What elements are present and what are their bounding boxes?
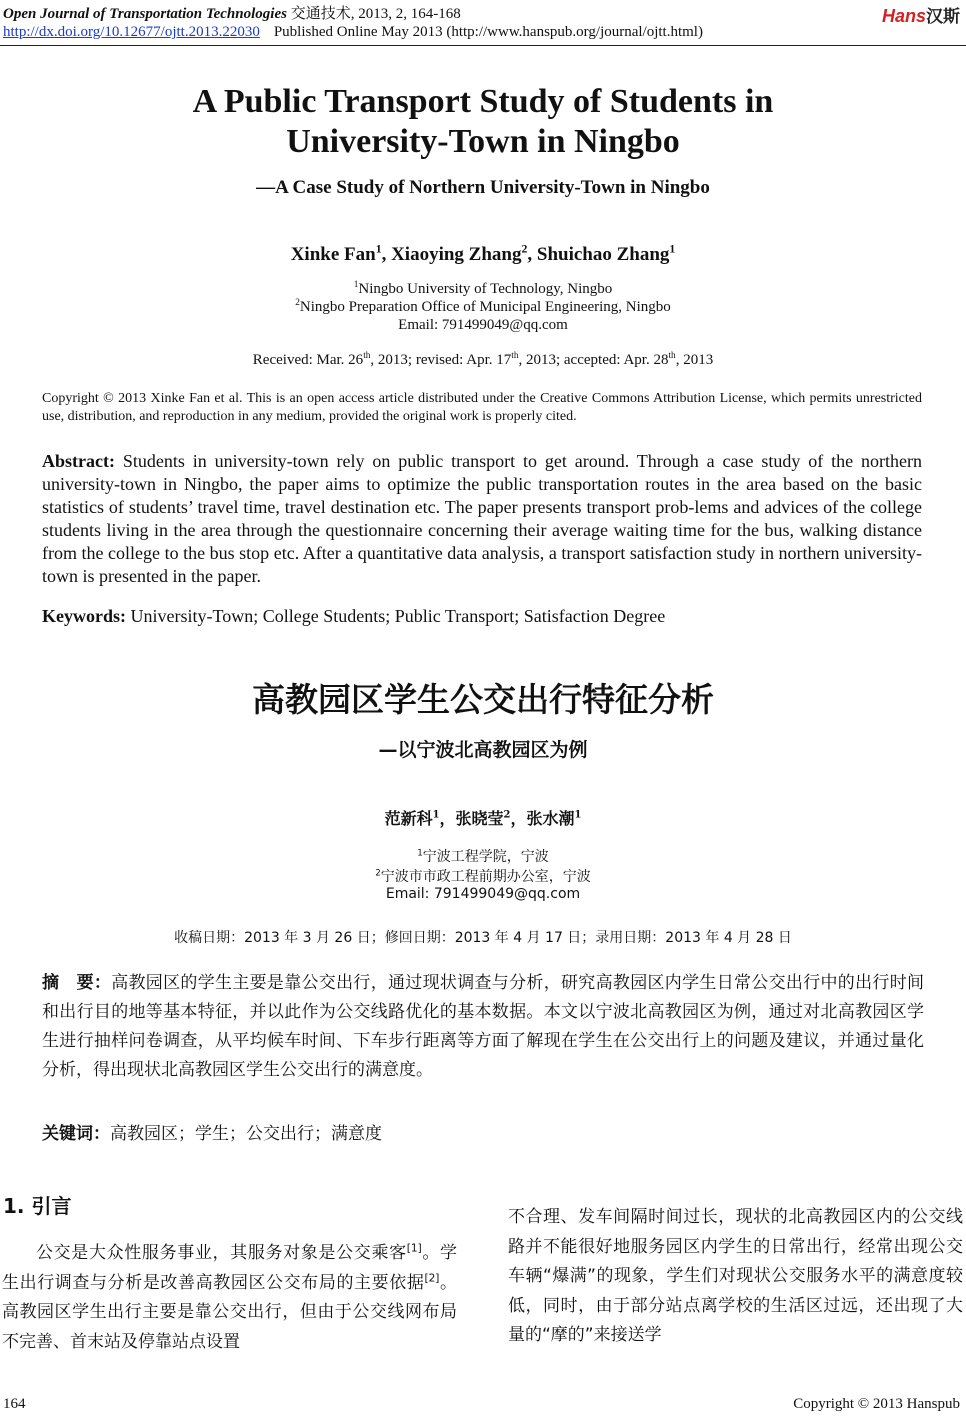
affiliation-cn-2 xyxy=(0,866,966,886)
affiliation-cn-1 xyxy=(0,846,966,866)
abstract-label: Abstract: xyxy=(42,451,115,471)
aff-sup: 2 xyxy=(375,868,381,879)
title-line-1: A Public Transport Study of Students in xyxy=(192,83,774,120)
body-text: 。高教园区学生出行主要是靠公交出行，但由于公交线网布局不完善、首末站及停靠站点设置 xyxy=(2,1272,458,1352)
revised-date: , 2013; revised: Apr. 17 xyxy=(370,352,512,368)
aff-sup: 1 xyxy=(353,280,359,290)
author-sep: ， xyxy=(510,809,527,828)
author-sup: 1 xyxy=(432,809,440,821)
email-cn: Email: 791499049@qq.com xyxy=(385,886,581,902)
paper-title-cn: 高教园区学生公交出行特征分析 xyxy=(252,680,714,719)
date-sup: th xyxy=(363,351,371,361)
author-sup: 1 xyxy=(574,809,582,821)
author-sup: 1 xyxy=(375,242,382,256)
author-name: Xinke Fan xyxy=(290,244,376,265)
keywords-text-cn: 高教园区；学生；公交出行；满意度 xyxy=(110,1124,382,1144)
publisher-logo xyxy=(882,2,960,27)
aff-sup: 2 xyxy=(295,298,300,308)
received-date: Received: Mar. 26 xyxy=(252,352,364,368)
citation-ref[interactable]: [2] xyxy=(424,1271,440,1284)
aff-text: 宁波工程学院，宁波 xyxy=(422,849,549,865)
abstract-cn xyxy=(42,969,924,1085)
journal-header xyxy=(3,2,461,23)
body-column-right: 不合理、发车间隔时间过长，现状的北高教园区内的公交线路并不能很好地服务园区内学生的日常出行，经常出现公交车辆“爆满”的现象，学生们对现状公交服务水平的满意度较低，同时，由于部分站点离学校的生活区过远，还出现了大量的“摩的”来接送学 xyxy=(508,1207,963,1345)
aff-sup: 1 xyxy=(417,848,423,859)
abstract-en xyxy=(42,450,922,588)
author-sup: 1 xyxy=(669,242,676,256)
author-sup: 2 xyxy=(503,809,511,821)
author-sep: ， xyxy=(439,809,456,828)
published-online: Published Online May 2013 (http://www.hanspub.org/journal/ojtt.html) xyxy=(273,24,703,40)
author-sep: , xyxy=(381,244,392,265)
email-en: Email: 791499049@qq.com xyxy=(398,317,568,333)
author-name: 范新科 xyxy=(384,809,433,828)
aff-text: Ningbo University of Technology, Ningbo xyxy=(358,281,613,297)
abstract-text: Students in university-town rely on public transport to get around. Through a case study of the northern university-town in Ningbo, the paper aims to optimize the public transportation routes in the area based on the basic statistics of students’ travel time, travel destination etc. The paper presents transport prob-lems and advices of the college students living in the area through the questionnaire concerning their average waiting time for the bus, walking distance from the college to the bus stop etc. After a quantitative data analysis, a transport satisfaction study in northern university-town is presented in the paper. xyxy=(42,451,922,586)
section-heading-introduction: 1. 引言 xyxy=(3,1194,72,1218)
date-suffix: , 2013 xyxy=(675,352,714,368)
date-sup: th xyxy=(511,351,519,361)
keywords-label: Keywords: xyxy=(42,606,126,626)
keywords-en xyxy=(42,606,922,627)
keywords-cn xyxy=(42,1119,922,1144)
authors-en xyxy=(0,244,966,266)
aff-text: 宁波市市政工程前期办公室，宁波 xyxy=(380,869,591,885)
journal-name-cn: 交通技术, 2013, 2, 164-168 xyxy=(286,6,461,22)
author-sep: , xyxy=(527,244,537,265)
keywords-text: University-Town; College Students; Public Transport; Satisfaction Degree xyxy=(126,606,666,626)
body-text: 。学生出行调查与分析是改善高教园区公交布局的主要依据 xyxy=(2,1243,458,1293)
date-sup: th xyxy=(668,351,676,361)
dates-en xyxy=(0,352,966,369)
author-name: Xiaoying Zhang xyxy=(391,244,522,265)
author-sup: 2 xyxy=(521,242,528,256)
accepted-date: , 2013; accepted: Apr. 28 xyxy=(518,352,669,368)
logo-cn: 汉斯 xyxy=(926,7,960,26)
page-number: 164 xyxy=(3,1396,26,1412)
paper-title-en xyxy=(0,82,966,162)
abstract-text-cn: 高教园区的学生主要是靠公交出行，通过现状调查与分析，研究高教园区内学生日常公交出行中的出行时间和出行目的地等基本特征，并以此作为公交线路优化的基本数据。本文以宁波北高教园区为例，通过对北高教园区学生进行抽样问卷调查，从平均候车时间、下车步行距离等方面了解现在学生在公交出行上的问题及建议，并通过量化分析，得出现状北高教园区学生公交出行的满意度。 xyxy=(42,973,925,1080)
body-column-left xyxy=(2,1239,457,1357)
paper-subtitle-cn: —以宁波北高教园区为例 xyxy=(378,739,588,761)
affiliation-en-2 xyxy=(0,299,966,316)
body-text: 公交是大众性服务事业，其服务对象是公交乘客 xyxy=(36,1243,407,1263)
aff-text: Ningbo Preparation Office of Municipal Engineering, Ningbo xyxy=(299,299,671,315)
keywords-label-cn: 关键词： xyxy=(42,1124,110,1144)
doi-line xyxy=(3,24,703,41)
dates-cn: 收稿日期：2013 年 3 月 26 日；修回日期：2013 年 4 月 17 日；录用日期：2013 年 4 月 28 日 xyxy=(174,930,792,946)
authors-cn xyxy=(0,806,966,829)
abstract-label-cn: 摘 要： xyxy=(42,973,112,993)
author-name: 张水潮 xyxy=(526,809,575,828)
copyright-notice: Copyright © 2013 Xinke Fan et al. This is an open access article distributed under the Creative Commons Attribution License, which permits unrestricted use, distribution, and reproduction in any medium, provided the original work is properly cited. xyxy=(42,391,922,424)
logo-hans: Hans xyxy=(881,6,926,26)
author-name: Shuichao Zhang xyxy=(536,244,670,265)
citation-ref[interactable]: [1] xyxy=(406,1242,422,1255)
doi-link[interactable]: http://dx.doi.org/10.12677/ojtt.2013.22030 xyxy=(3,24,260,40)
header-divider xyxy=(0,45,966,46)
journal-name-en: Open Journal of Transportation Technologies xyxy=(3,6,287,22)
footer-copyright: Copyright © 2013 Hanspub xyxy=(793,1396,960,1412)
title-line-2: University-Town in Ningbo xyxy=(286,123,680,160)
paper-subtitle-en: —A Case Study of Northern University-Town in Ningbo xyxy=(256,177,710,198)
author-name: 张晓莹 xyxy=(455,809,504,828)
affiliation-en-1 xyxy=(0,281,966,298)
